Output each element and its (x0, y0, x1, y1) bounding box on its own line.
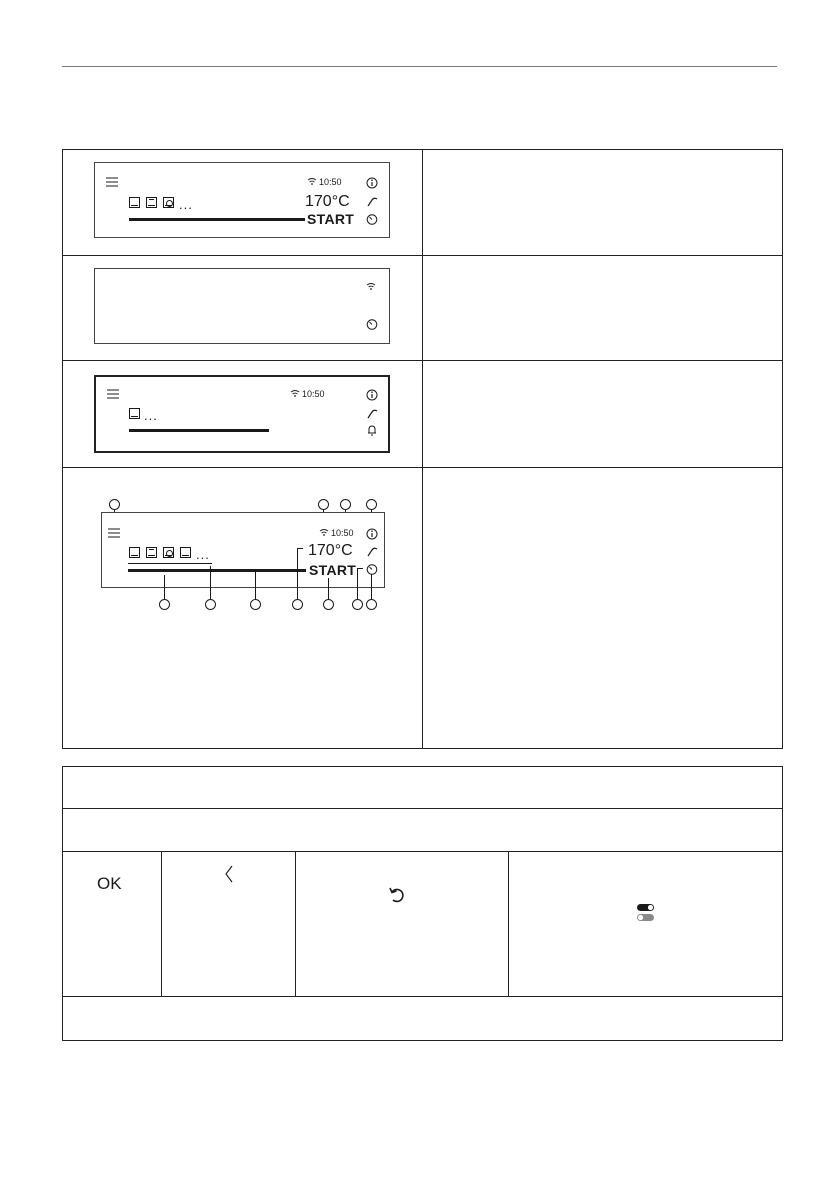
progress-bar (129, 218, 305, 221)
functions-underline (128, 563, 212, 564)
callout-line (297, 548, 298, 600)
table-column-divider (422, 149, 423, 749)
callout-line (210, 566, 211, 600)
menu-icon[interactable] (107, 389, 119, 399)
callout-line (328, 578, 329, 600)
table-row-divider (62, 996, 783, 997)
start-button[interactable]: START (309, 562, 357, 578)
display-panel-standard (94, 162, 390, 238)
display-panel-annotated (101, 512, 385, 588)
clock-time: 10:50 (319, 177, 342, 187)
core-probe-icon (367, 408, 378, 419)
info-icon[interactable] (366, 389, 378, 401)
menu-icon[interactable] (108, 528, 120, 538)
clock-time: 10:50 (331, 528, 354, 538)
conventional-heating-icon[interactable] (129, 197, 140, 208)
callout-bracket (357, 568, 363, 569)
bell-icon[interactable] (366, 424, 378, 436)
callout-line (255, 572, 256, 600)
table-row-divider (62, 360, 783, 361)
clock-time: 10:50 (302, 389, 325, 399)
more-functions-indicator: ... (196, 547, 210, 562)
grill-icon[interactable] (146, 547, 157, 558)
start-button[interactable]: START (307, 211, 355, 227)
callout-marker (109, 499, 120, 510)
timer-icon[interactable] (366, 213, 378, 225)
callout-marker (159, 599, 170, 610)
table-column-divider (295, 851, 296, 996)
display-panel-standby (94, 268, 390, 344)
core-probe-icon (367, 196, 378, 207)
table-row-divider (62, 808, 783, 809)
display-panel-running (94, 375, 390, 453)
page-header-rule (62, 66, 777, 67)
conventional-heating-icon[interactable] (129, 547, 140, 558)
temperature-value[interactable]: 170°C (308, 542, 353, 559)
callout-marker (323, 599, 334, 610)
table-row-divider (62, 467, 783, 468)
callout-marker (205, 599, 216, 610)
info-icon[interactable] (366, 528, 378, 540)
menu-icon[interactable] (106, 177, 118, 187)
conventional-heating-icon[interactable] (129, 408, 140, 419)
temperature-value[interactable]: 170°C (305, 193, 350, 210)
callout-line (164, 575, 165, 600)
fan-heating-icon[interactable] (163, 547, 174, 558)
callout-bracket (297, 548, 303, 549)
timer-icon[interactable] (366, 563, 378, 575)
table-column-divider (161, 851, 162, 996)
wifi-icon (290, 389, 300, 397)
timer-icon[interactable] (366, 318, 378, 330)
progress-bar (129, 429, 269, 432)
callout-line (357, 568, 358, 600)
wifi-icon (307, 177, 317, 185)
conventional-heating-icon[interactable] (180, 547, 191, 558)
core-probe-icon (367, 546, 378, 557)
undo-icon[interactable] (387, 885, 407, 905)
table-column-divider (508, 851, 509, 996)
callout-marker (318, 499, 329, 510)
info-icon[interactable] (366, 177, 378, 189)
wifi-icon (319, 528, 329, 536)
fan-heating-icon[interactable] (163, 197, 174, 208)
callout-marker (340, 499, 351, 510)
progress-bar (128, 569, 306, 572)
callout-marker (250, 599, 261, 610)
more-functions-indicator: ... (144, 408, 158, 423)
wifi-icon (366, 282, 376, 290)
grill-icon[interactable] (146, 197, 157, 208)
back-chevron-icon[interactable] (224, 864, 234, 884)
table-row-divider (62, 255, 783, 256)
table-row-divider (62, 851, 783, 852)
callout-marker (366, 499, 377, 510)
callout-line (371, 574, 372, 600)
callout-marker (366, 599, 377, 610)
more-functions-indicator: ... (179, 197, 193, 212)
callout-marker (352, 599, 363, 610)
ok-button[interactable]: OK (97, 874, 122, 893)
callout-marker (292, 599, 303, 610)
toggle-icon[interactable] (636, 903, 656, 923)
